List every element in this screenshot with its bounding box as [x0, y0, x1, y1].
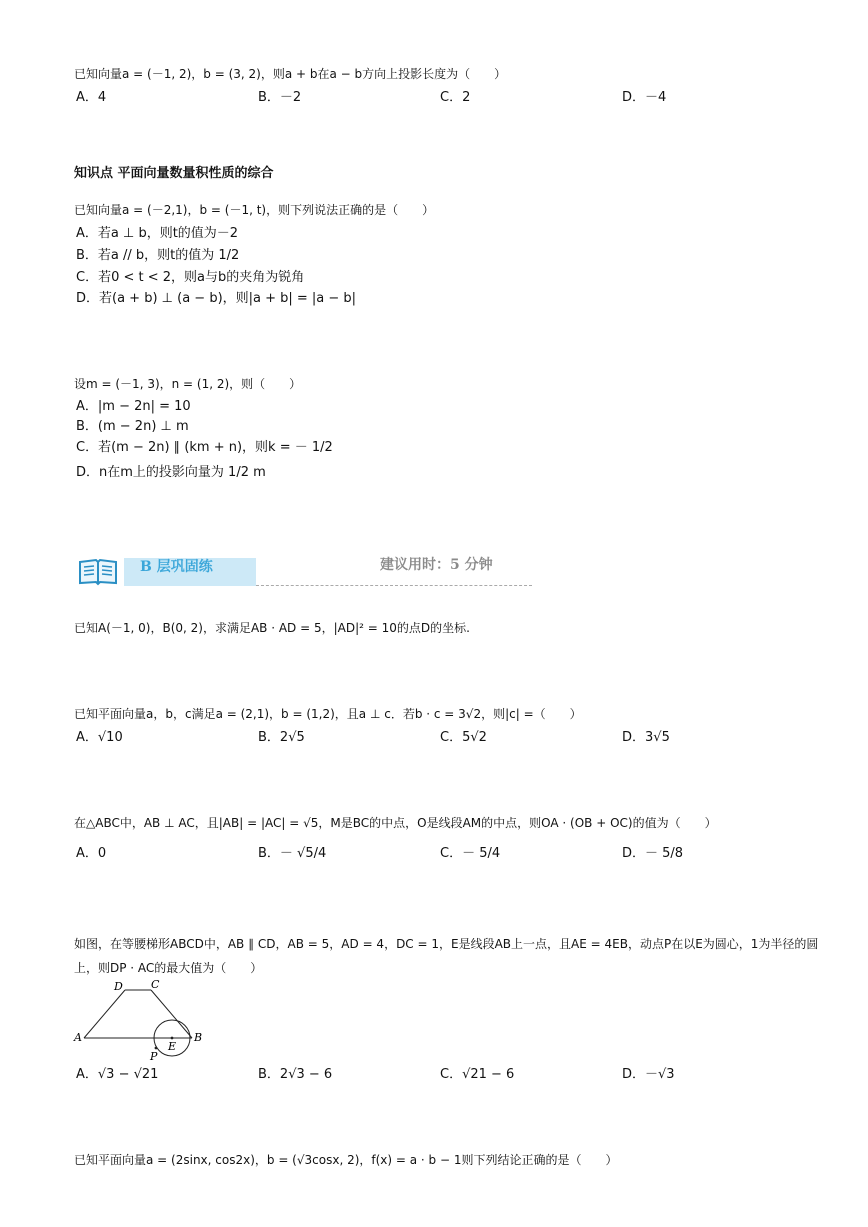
- question-2-option-a: A．若a ⊥ b，则t的值为－2: [76, 226, 239, 241]
- question-2-option-b: B．若a // b，则t的值为 1/2: [76, 248, 240, 263]
- point-e: [171, 1037, 174, 1040]
- label-c: C: [151, 978, 160, 991]
- question-2-stem: 已知向量a = (－2,1)，b = (－1, t)，则下列说法正确的是（ ）: [74, 203, 435, 217]
- point-p: [155, 1047, 158, 1050]
- question-3-option-c: C．若(m − 2n) ∥ (km + n)，则k = － 1/2: [76, 440, 333, 455]
- question-3-stem: 设m = (－1, 3)，n = (1, 2)，则（ ）: [74, 377, 302, 391]
- question-7-stem-line-2: 上，则DP · AC的最大值为（ ）: [74, 961, 263, 975]
- question-7-option-d: D．－√3: [622, 1067, 675, 1082]
- section-heading: 知识点 平面向量数量积性质的综合: [74, 166, 274, 181]
- question-5-stem: 已知平面向量a，b，c满足a = (2,1)，b = (1,2)，且a ⊥ c．若b · c = 3√2，则|c| =（ ）: [74, 707, 582, 721]
- question-6-option-a: A．0: [76, 846, 107, 861]
- banner-label: B 层巩固练: [140, 559, 213, 575]
- question-7-option-a: A．√3 − √21: [76, 1067, 159, 1082]
- label-b: B: [194, 1031, 203, 1044]
- question-6-option-d: D．－ 5/8: [622, 846, 684, 861]
- question-5-option-d: D．3√5: [622, 730, 670, 745]
- question-7-stem-line-1: 如图，在等腰梯形ABCD中，AB ∥ CD，AB = 5，AD = 4，DC = 1，E是线段AB上一点，且AE = 4EB，动点P在以E为圆心，1为半径的圆: [74, 937, 819, 951]
- question-4-stem: 已知A(－1, 0)，B(0, 2)，求满足AB · AD = 5，|AD|² = 10的点D的坐标.: [74, 621, 470, 635]
- question-7-option-b: B．2√3 − 6: [258, 1067, 333, 1082]
- question-2-option-c: C．若0 < t < 2，则a与b的夹角为锐角: [76, 270, 305, 285]
- label-e: E: [168, 1040, 177, 1053]
- section-banner: [76, 552, 536, 588]
- question-5-option-c: C．5√2: [440, 730, 487, 745]
- side-ad: [84, 990, 125, 1038]
- question-6-option-b: B．－ √5/4: [258, 846, 327, 861]
- banner-divider: [256, 585, 532, 586]
- question-5-option-a: A．√10: [76, 730, 123, 745]
- label-d: D: [114, 980, 123, 993]
- question-7-option-c: C．√21 − 6: [440, 1067, 515, 1082]
- open-book-icon: [76, 556, 120, 588]
- question-3-option-a: A．|m − 2n| = 10: [76, 399, 191, 414]
- question-8-stem: 已知平面向量a = (2sinx, cos2x)，b = (√3cosx, 2)，f(x) = a · b − 1则下列结论正确的是（ ）: [74, 1153, 618, 1167]
- question-5-option-b: B．2√5: [258, 730, 305, 745]
- label-p: P: [150, 1050, 158, 1063]
- question-6-option-c: C．－ 5/4: [440, 846, 501, 861]
- question-3-option-b: B．(m − 2n) ⊥ m: [76, 419, 189, 434]
- banner-suggested-time: 建议用时：5 分钟: [380, 557, 493, 573]
- question-2-option-d: D．若(a + b) ⊥ (a − b)，则|a + b| = |a − b|: [76, 291, 357, 306]
- label-a: A: [74, 1031, 82, 1044]
- question-1-option-a: A．4: [76, 90, 107, 105]
- question-1-option-c: C．2: [440, 90, 471, 105]
- side-cb: [151, 990, 192, 1038]
- trapezoid-figure: [70, 978, 210, 1064]
- question-1-option-d: D．－4: [622, 90, 667, 105]
- question-6-stem: 在△ABC中，AB ⊥ AC，且|AB| = |AC| = √5，M是BC的中点，O是线段AM的中点，则OA · (OB + OC)的值为（ ）: [74, 816, 717, 830]
- question-1-option-b: B．－2: [258, 90, 302, 105]
- question-3-option-d: D．n在m上的投影向量为 1/2 m: [76, 465, 266, 480]
- question-1-stem: 已知向量a = (－1, 2)，b = (3, 2)，则a + b在a − b方向上投影长度为（ ）: [74, 67, 507, 81]
